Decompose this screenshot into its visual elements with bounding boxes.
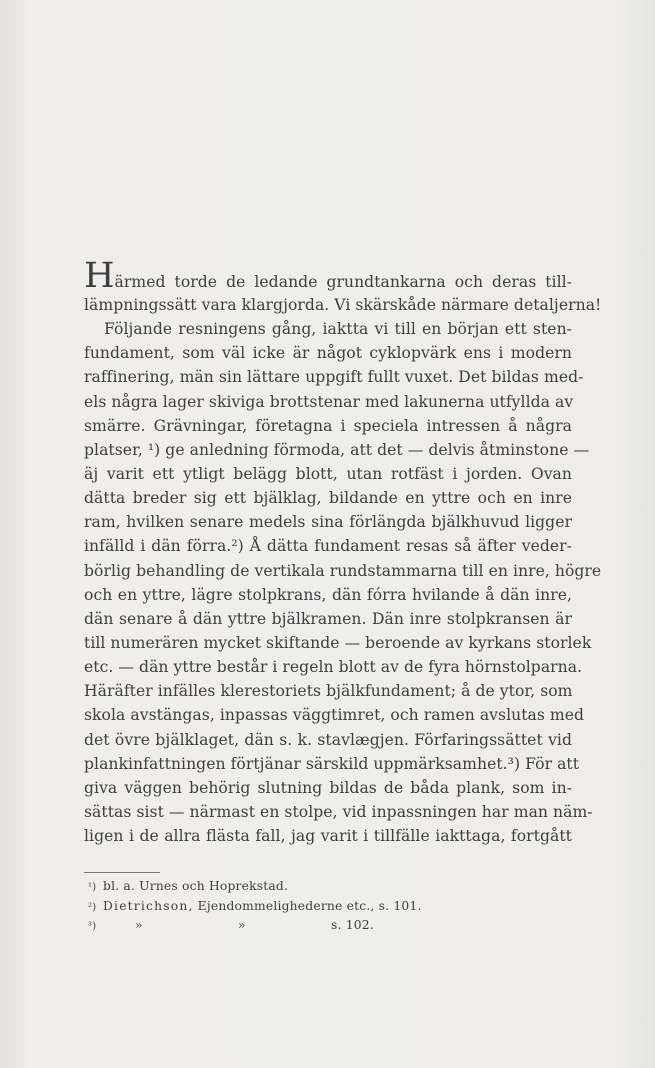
text-line-10: dätta breder sig ett bjälklag, bildande en yttre och en inre	[84, 489, 572, 508]
footnote-author: Dietrichson,	[103, 898, 194, 913]
footnote-mark: ³)	[88, 921, 97, 932]
ditto-mark: »	[238, 918, 246, 932]
text-line-22: giva väggen behörig slutning bildas de båda plank, som in-	[84, 778, 572, 797]
text-line-19: skola avstängas, inpassas väggtimret, och ramen avslutas med	[84, 706, 585, 725]
footnote-2	[88, 897, 428, 917]
text-line-14: och en yttre, lägre stolpkrans, dän fórra hvilande å dän inre,	[84, 585, 572, 604]
text-line-9: äj varit ett ytligt belägg blott, utan rotfäst i jorden. Ovan	[84, 464, 572, 483]
footnote-text: s. 102.	[331, 918, 374, 932]
text-line-2: lämpningssätt vara klargjorda. Vi skärskåde närmare detaljerna!	[84, 296, 602, 314]
text-line-3: Följande resningens gång, iaktta vi till en början ett sten-	[104, 320, 572, 339]
ditto-mark: »	[135, 918, 143, 932]
footnote-1	[88, 877, 428, 897]
text-line-24: ligen i de allra flästa fall, jag varit i tillfälle iakttaga, fortgått	[84, 827, 572, 846]
text-line-8: platser, ¹) ge anledning förmoda, att det — delvis åtminstone —	[84, 440, 590, 459]
text-line-20: det övre bjälklaget, dän s. k. stavlægjen. Förfaringssättet vid	[84, 730, 572, 749]
text-line-5: raffinering, män sin lättare uppgift fullt vuxet. Det bildas med-	[84, 368, 584, 387]
text-line-16: till numerären mycket skiftande — beroende av kyrkans storlek	[84, 633, 592, 652]
text-line-18: Häräfter infälles klerestoriets bjälkfundament; å de ytor, som	[84, 682, 573, 701]
footnote-text: Ejendommelighederne etc., s. 101.	[193, 898, 422, 913]
text-line-11: ram, hvilken senare medels sina förlängda bjälkhuvud ligger	[84, 513, 572, 532]
text-line-17: etc. — dän yttre består i regeln blott av de fyra hörnstolparna.	[84, 658, 583, 677]
text-line-15: dän senare å dän yttre bjälkramen. Dän inre stolpkransen är	[84, 609, 572, 628]
footnote-mark: ²)	[88, 901, 97, 913]
text-line-4: fundament, som väl icke är något cyklopvärk ens i modern	[84, 344, 572, 363]
text-line-7: smärre. Grävningar, företagna i speciela intressen å några	[84, 416, 572, 435]
text-line-1: Härmed torde de ledande grundtankarna och deras till-	[84, 256, 572, 296]
text-line-23: sättas sist — närmast en stolpe, vid inpassningen har man näm-	[84, 802, 593, 821]
body-text	[84, 256, 602, 848]
footnotes	[88, 877, 428, 936]
footnote-divider	[84, 872, 160, 873]
text-line-6: els några lager skiviga brottstenar med lakunerna utfyllda av	[84, 392, 574, 411]
text-line-13: börlig behandling de vertikala rundstammarna till en inre, högre	[84, 561, 602, 580]
drop-cap-letter: H	[84, 256, 114, 296]
footnote-mark: ¹)	[88, 882, 97, 893]
footnote-3	[88, 916, 428, 936]
footnote-text: bl. a. Urnes och Hoprekstad.	[103, 879, 289, 893]
text-line-21: plankinfattningen förtjänar särskild uppmärksamhet.³) För att	[84, 754, 580, 773]
text-line-12: infälld i dän förra.²) Å dätta fundament resas så äfter veder-	[84, 537, 572, 556]
